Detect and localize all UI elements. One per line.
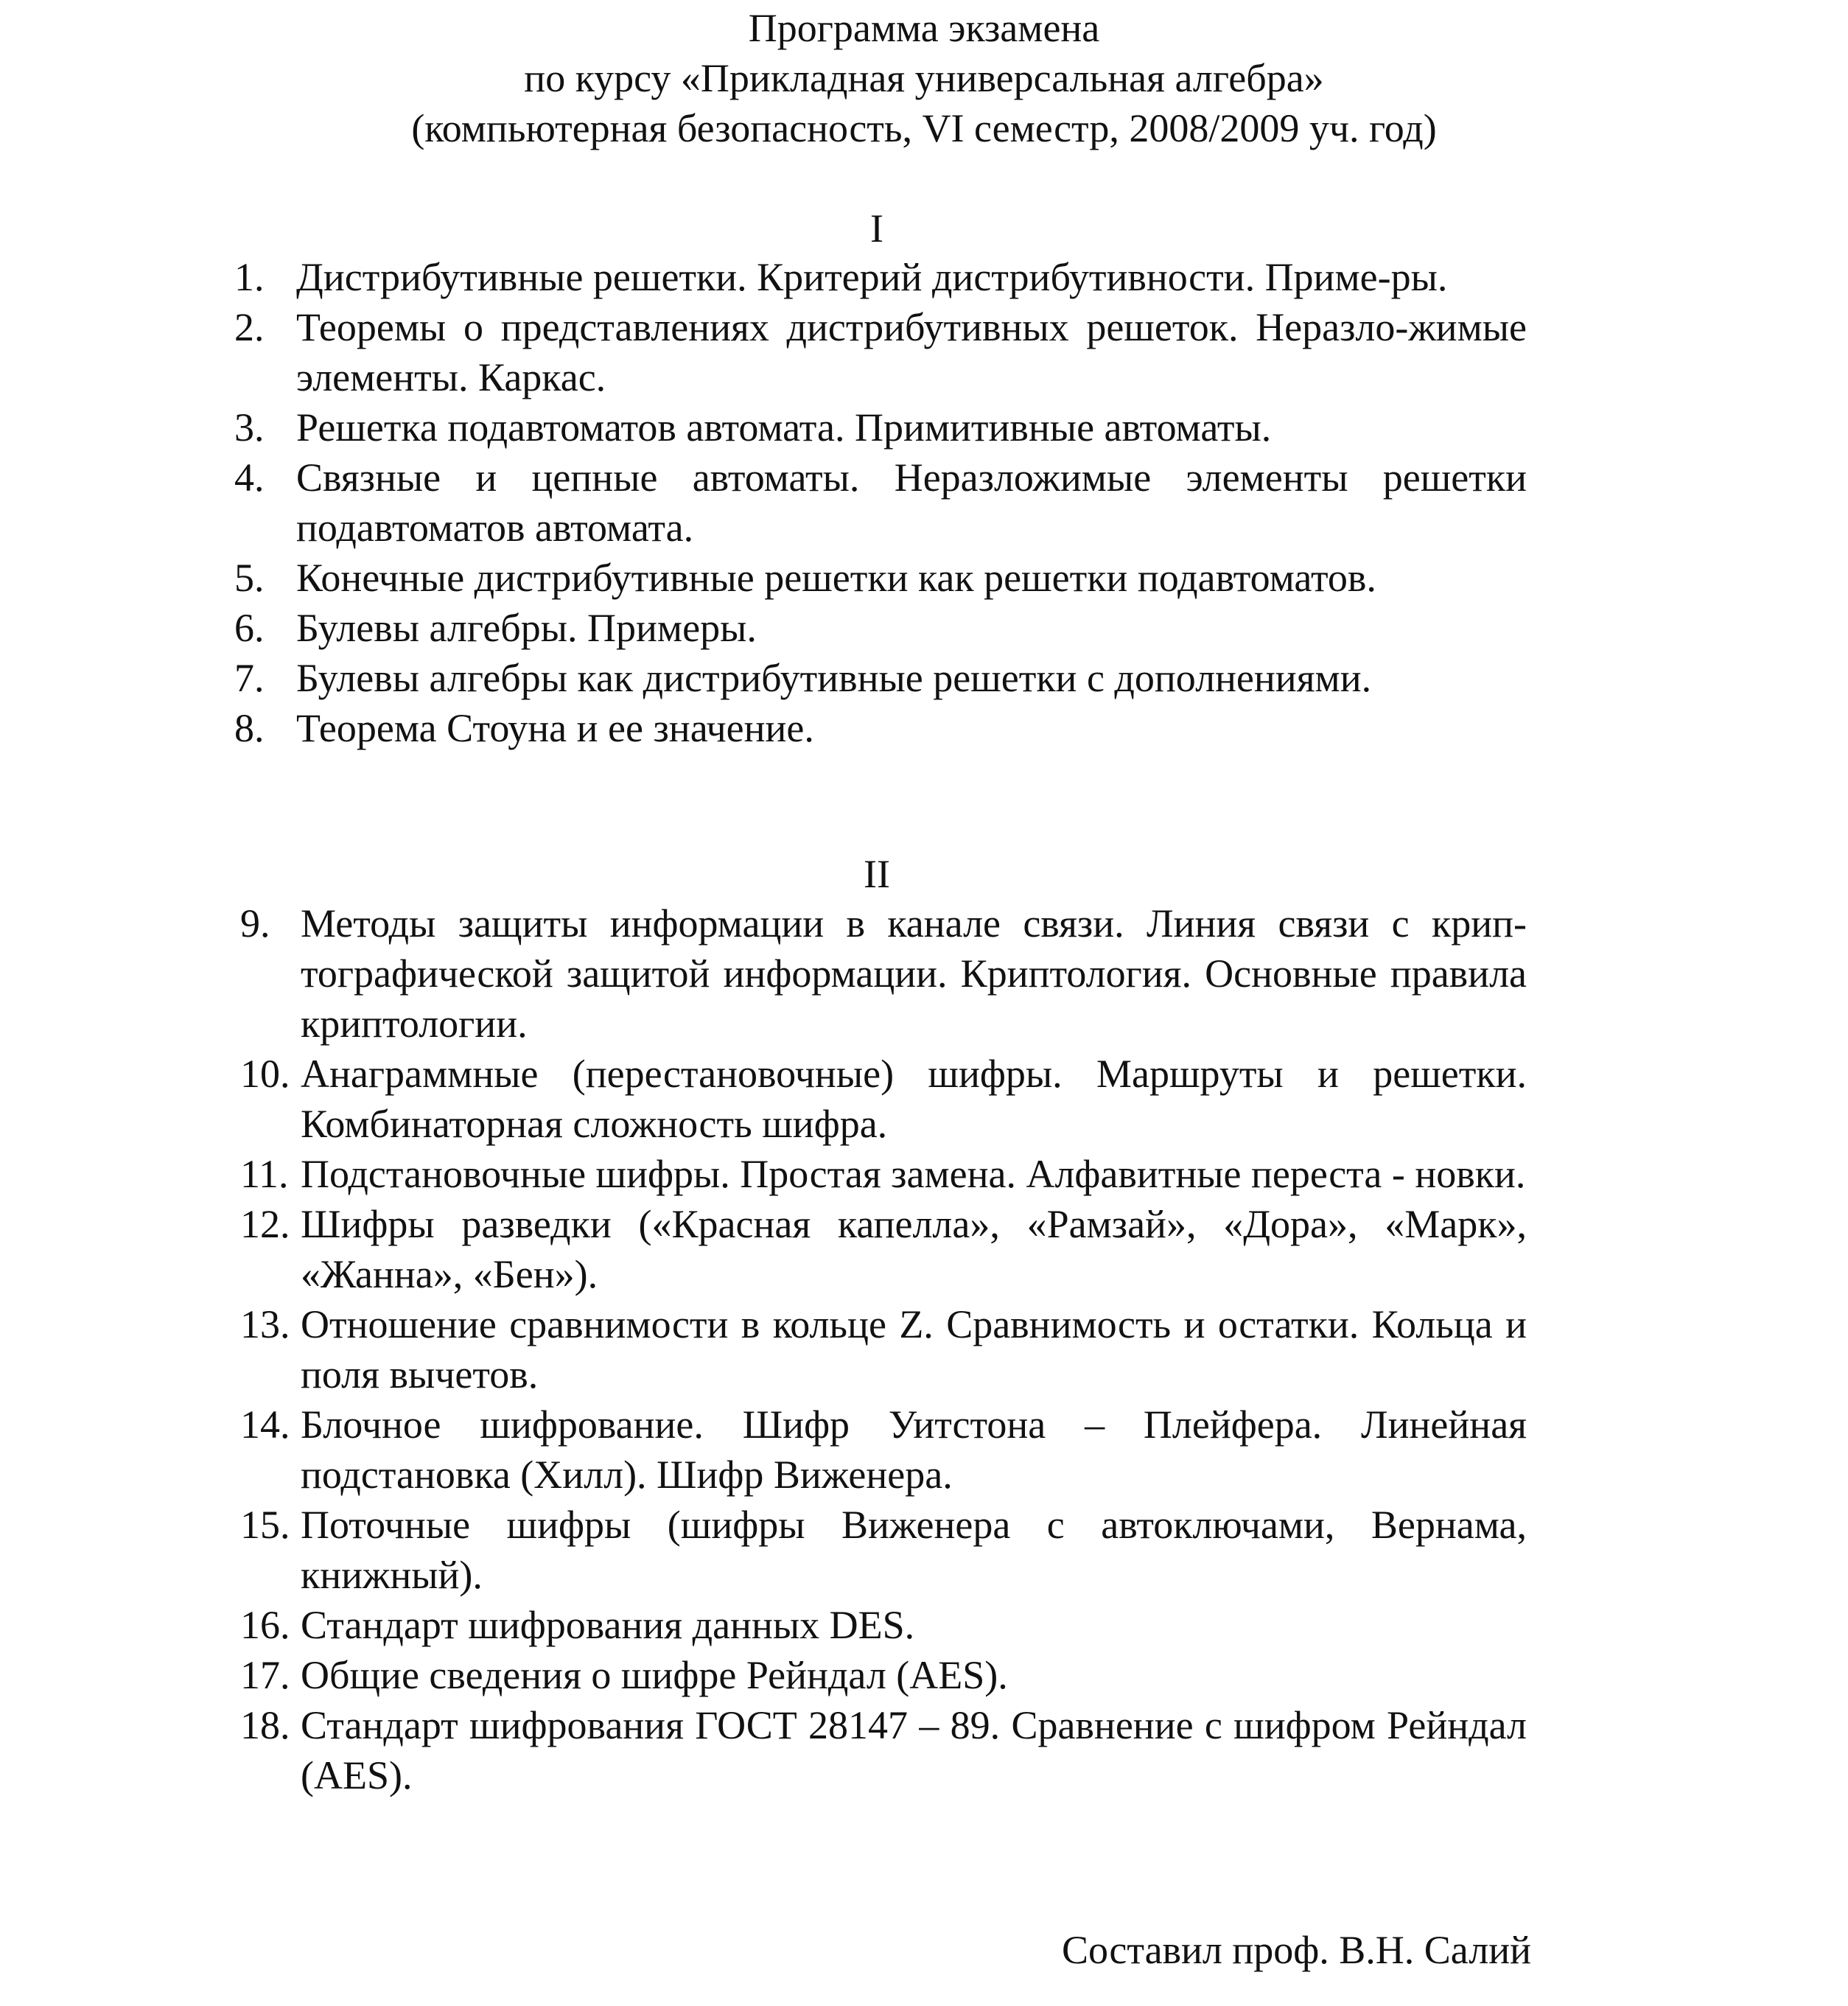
item-text: Общие сведения о шифре Рейндал (AES). (301, 1653, 1008, 1697)
item-number: 16. (240, 1603, 290, 1647)
item-number: 2. (234, 305, 265, 349)
item-number: 14. (240, 1402, 290, 1447)
course-name: по курсу «Прикладная универсальная алгебра» (524, 56, 1324, 100)
section-2-list (234, 898, 1527, 1800)
item-text: Методы защиты информации в канале связи. Линия связи с крип-тографической защитой информации. Криптология. Основные правила криптологии. (301, 901, 1527, 1046)
item-text: Решетка подавтоматов автомата. Примитивные автоматы. (296, 405, 1272, 450)
item-number: 17. (240, 1653, 290, 1697)
item-number: 15. (240, 1503, 290, 1547)
list-item (234, 1600, 1527, 1650)
item-text: Анаграммные (перестановочные) шифры. Маршруты и решетки. Комбинаторная сложность шифра. (301, 1052, 1527, 1146)
item-number: 4. (234, 455, 265, 500)
item-text: Стандарт шифрования данных DES. (301, 1603, 915, 1647)
item-text: Дистрибутивные решетки. Критерий дистрибутивности. Приме-ры. (296, 255, 1448, 299)
document-header (0, 3, 1848, 153)
list-item (234, 553, 1527, 603)
item-text: Теорема Стоуна и ее значение. (296, 706, 814, 750)
item-text: Подстановочные шифры. Простая замена. Алфавитные переста - новки. (301, 1152, 1526, 1196)
list-item (234, 252, 1527, 302)
item-text: Стандарт шифрования ГОСТ 28147 – 89. Сравнение с шифром Рейндал (AES). (301, 1703, 1527, 1797)
list-item (234, 452, 1527, 553)
item-text: Поточные шифры (шифры Виженера с автоключами, Вернама, книжный). (301, 1503, 1527, 1597)
item-number: 8. (234, 706, 265, 750)
item-text: Булевы алгебры. Примеры. (296, 606, 757, 650)
item-number: 3. (234, 405, 265, 450)
list-item (234, 1049, 1527, 1149)
item-text: Связные и цепные автоматы. Неразложимые элементы решетки подавтоматов автомата. (296, 455, 1527, 550)
list-item (234, 402, 1527, 452)
list-item (234, 1500, 1527, 1600)
item-number: 7. (234, 656, 265, 700)
course-details: (компьютерная безопасность, VI семестр, 2008/2009 уч. год) (411, 106, 1437, 150)
list-item (234, 653, 1527, 703)
author-signature: Составил проф. В.Н. Салий (1061, 1928, 1531, 1972)
item-text: Конечные дистрибутивные решетки как решетки подавтоматов. (296, 556, 1376, 600)
item-number: 18. (240, 1703, 290, 1747)
item-number: 12. (240, 1202, 290, 1246)
item-number: 11. (240, 1152, 289, 1196)
item-number: 9. (240, 901, 270, 946)
item-text: Блочное шифрование. Шифр Уитстона – Плейфера. Линейная подстановка (Хилл). Шифр Виженера. (301, 1402, 1527, 1497)
item-text: Булевы алгебры как дистрибутивные решетки с дополнениями. (296, 656, 1372, 700)
section-1-title: I (870, 206, 883, 251)
list-item (234, 1299, 1527, 1399)
item-text: Теоремы о представлениях дистрибутивных решеток. Неразло-жимые элементы. Каркас. (296, 305, 1527, 399)
section-1-list (234, 252, 1527, 753)
item-number: 5. (234, 556, 265, 600)
document-title: Программа экзамена (748, 6, 1100, 50)
list-item (234, 1650, 1527, 1700)
item-number: 6. (234, 606, 265, 650)
list-item (234, 603, 1527, 653)
list-item (234, 1149, 1527, 1199)
list-item (234, 898, 1527, 1049)
item-number: 13. (240, 1302, 290, 1346)
item-text: Отношение сравнимости в кольце Z. Сравнимость и остатки. Кольца и поля вычетов. (301, 1302, 1527, 1397)
list-item (234, 1399, 1527, 1500)
list-item (234, 703, 1527, 753)
item-number: 1. (234, 255, 265, 299)
list-item (234, 302, 1527, 402)
list-item (234, 1199, 1527, 1299)
item-text: Шифры разведки («Красная капелла», «Рамзай», «Дора», «Марк», «Жанна», «Бен»). (301, 1202, 1527, 1296)
item-number: 10. (240, 1052, 290, 1096)
list-item (234, 1700, 1527, 1800)
section-2-title: II (864, 852, 890, 896)
